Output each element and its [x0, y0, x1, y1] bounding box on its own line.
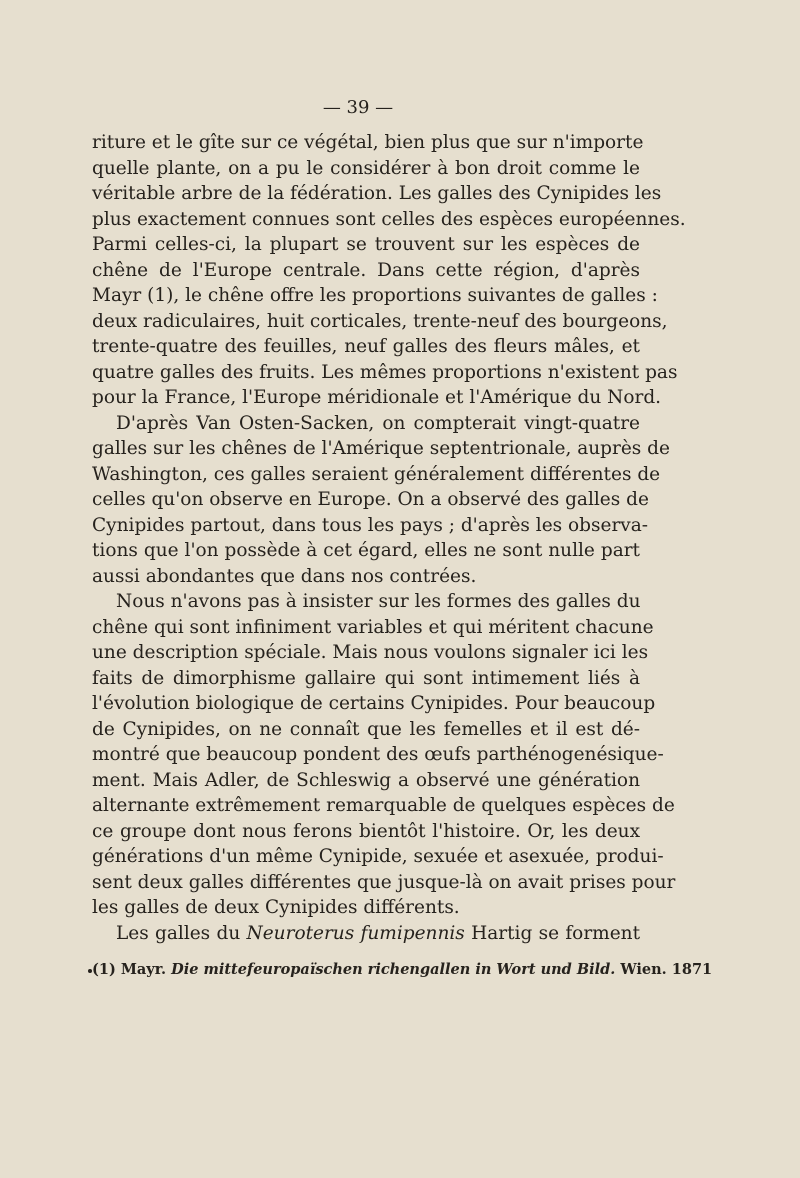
text-line: D'après Van Osten-Sacken, on compterait vingt-quatre: [116, 412, 640, 434]
footnote: [92, 961, 713, 978]
text-line: Mayr (1), le chêne offre les proportions suivantes de galles :: [92, 285, 658, 306]
text-line: ce groupe dont nous ferons bientôt l'histoire. Or, les deux: [92, 820, 640, 842]
text-line: chêne qui sont infiniment variables et qui méritent chacune: [92, 616, 654, 638]
text-line: de Cynipides, on ne connaît que les femelles et il est dé-: [92, 718, 640, 740]
text-line: ment. Mais Adler, de Schleswig a observé une génération: [92, 769, 640, 791]
footnote-title: Die mittefeuropaïschen richengallen in Wort und Bild.: [171, 961, 616, 978]
text-segment: Les galles du: [116, 922, 247, 944]
text-line: l'évolution biologique de certains Cynipides. Pour beaucoup: [92, 693, 656, 714]
text-line-last: [92, 921, 640, 947]
text-line: faits de dimorphisme gallaire qui sont intimement liés à: [92, 667, 640, 689]
text-line: générations d'un même Cynipide, sexuée et asexuée, produi-: [92, 846, 664, 867]
text-line: quelle plante, on a pu le considérer à bon droit comme le: [92, 157, 640, 179]
text-line: galles sur les chênes de l'Amérique septentrionale, auprès de: [92, 438, 670, 459]
text-line: pour la France, l'Europe méridionale et l'Amérique du Nord.: [92, 387, 662, 408]
text-line: montré que beaucoup pondent des œufs parthénogenésique-: [92, 744, 664, 765]
text-segment: Hartig se forment: [464, 922, 640, 944]
text-line: tions que l'on possède à cet égard, elles ne sont nulle part: [92, 540, 640, 561]
text-line: Parmi celles-ci, la plupart se trouvent sur les espèces de: [92, 234, 640, 255]
text-line: deux radiculaires, huit corticales, trente-neuf des bourgeons,: [92, 310, 668, 332]
text-line: celles qu'on observe en Europe. On a observé des galles de: [92, 489, 649, 510]
text-line: quatre galles des fruits. Les mêmes proportions n'existent pas: [92, 361, 678, 383]
text-line: Washington, ces galles seraient généralement différentes de: [92, 463, 661, 485]
footnote-marker: (1) Mayr.: [92, 961, 172, 978]
text-line: Cynipides partout, dans tous les pays ; d'après les observa-: [92, 514, 649, 536]
text-line: alternante extrêmement remarquable de quelques espèces de: [92, 795, 675, 816]
text-line: aussi abondantes que dans nos contrées.: [92, 565, 477, 587]
text-line: Nous n'avons pas à insister sur les formes des galles du: [116, 591, 641, 612]
body-text: [92, 130, 686, 946]
footnote-rest: Wien. 1871: [615, 961, 713, 978]
text-line: véritable arbre de la fédération. Les galles des Cynipides les: [92, 183, 662, 204]
page-number: — 39 —: [322, 97, 394, 118]
text-line: sent deux galles différentes que jusque-là on avait prises pour: [92, 871, 676, 893]
species-name: Neuroterus fumipennis: [246, 922, 465, 944]
text-line: plus exactement connues sont celles des espèces européennes.: [92, 208, 686, 230]
text-line: une description spéciale. Mais nous voulons signaler ici les: [92, 642, 649, 663]
text-line: chêne de l'Europe centrale. Dans cette région, d'après: [92, 259, 640, 281]
text-line: les galles de deux Cynipides différents.: [92, 897, 460, 918]
text-line: riture et le gîte sur ce végétal, bien plus que sur n'importe: [92, 132, 644, 153]
text-line: trente-quatre des feuilles, neuf galles des fleurs mâles, et: [92, 336, 640, 357]
